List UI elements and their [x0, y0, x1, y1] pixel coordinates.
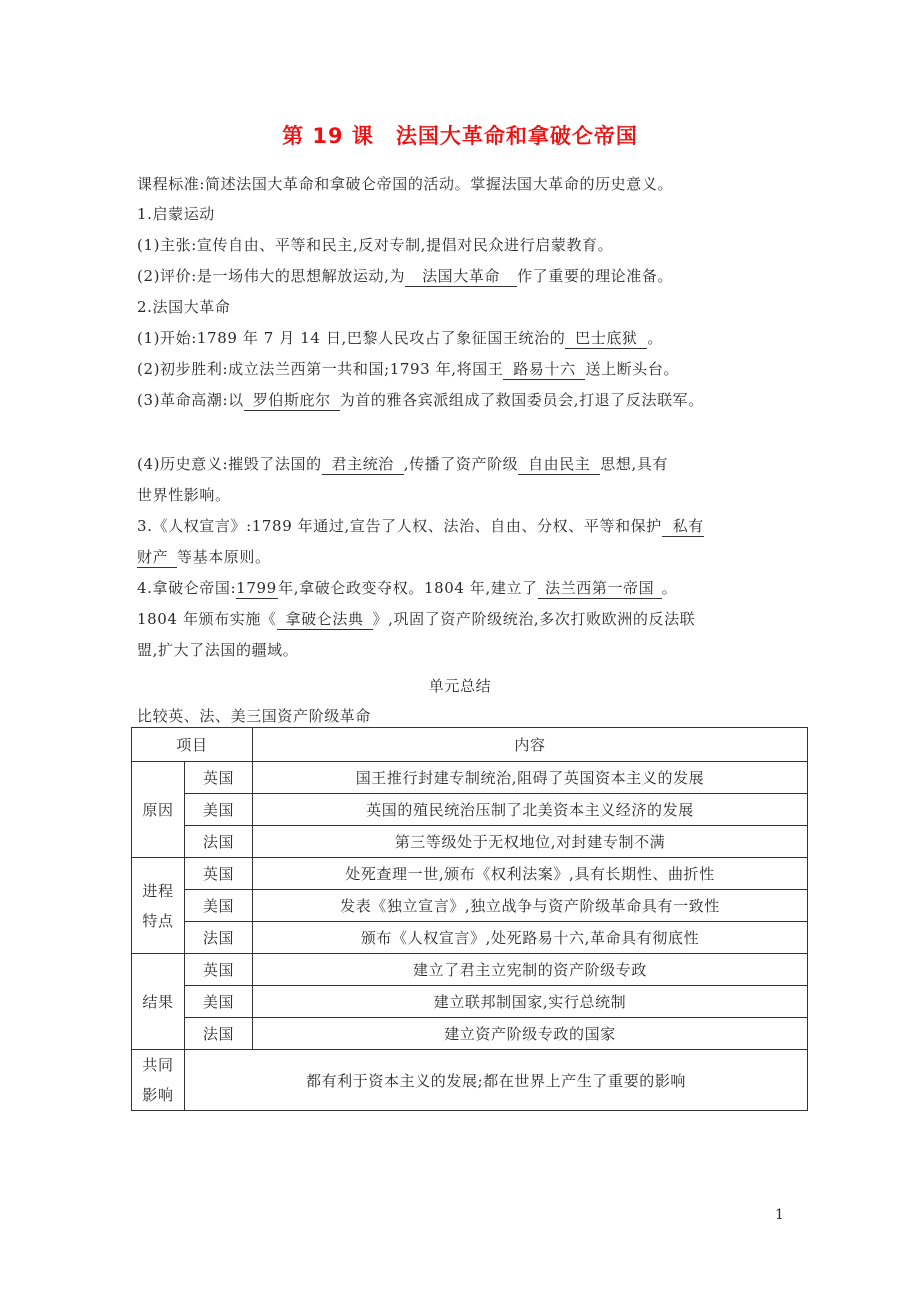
text: 》,巩固了资产阶级统治,多次打败欧洲的反法联	[372, 610, 696, 628]
table-row-common	[132, 1050, 808, 1111]
text: (3)革命高潮:以	[137, 391, 244, 409]
section2-item4	[137, 454, 668, 475]
section1-heading: 1.启蒙运动	[137, 205, 215, 223]
fill-blank: 1799	[236, 579, 277, 597]
category-line: 影响	[142, 1086, 174, 1104]
text: (4)历史意义:摧毁了法国的	[137, 455, 322, 473]
content-cell: 颁布《人权宣言》,处死路易十六,革命具有彻底性	[253, 922, 808, 954]
lesson-number: 第 19 课	[282, 124, 374, 148]
section4-line3: 盟,扩大了法国的疆域。	[137, 641, 299, 659]
text: 3.《人权宣言》:1789 年通过,宣告了人权、法治、自由、分权、平等和保护	[137, 517, 662, 535]
table-row	[132, 890, 808, 922]
comparison-table	[131, 727, 808, 1111]
page-title	[0, 120, 920, 150]
text: 。	[647, 329, 663, 347]
content-cell: 英国的殖民统治压制了北美资本主义经济的发展	[253, 794, 808, 826]
country-cell: 法国	[185, 826, 253, 858]
summary-caption: 比较英、法、美三国资产阶级革命	[137, 707, 372, 725]
country-cell: 美国	[185, 794, 253, 826]
category-line: 特点	[142, 911, 174, 930]
section1-item2	[137, 266, 673, 287]
page-number: 1	[775, 1207, 784, 1223]
category-line: 共同	[142, 1056, 174, 1074]
fill-blank: 自由民主	[518, 454, 600, 475]
text: 等基本原则。	[177, 548, 271, 566]
content-cell: 建立了君主立宪制的资产阶级专政	[253, 954, 808, 986]
text: 为首的雅各宾派组成了救国委员会,打退了反法联军。	[339, 391, 704, 409]
section4-line1	[137, 578, 677, 599]
fill-blank: 法兰西第一帝国	[538, 578, 662, 599]
table-row	[132, 826, 808, 858]
category-process	[132, 858, 185, 954]
table-row	[132, 762, 808, 794]
country-cell: 英国	[185, 762, 253, 794]
content-cell: 发表《独立宣言》,独立战争与资产阶级革命具有一致性	[253, 890, 808, 922]
fill-blank: 君主统治	[322, 454, 404, 475]
text: 年,拿破仑政变夺权。1804 年,建立了	[278, 579, 538, 597]
table-row	[132, 986, 808, 1018]
country-cell: 法国	[185, 1018, 253, 1050]
course-standard: 课程标准:简述法国大革命和拿破仑帝国的活动。掌握法国大革命的历史意义。	[137, 175, 674, 193]
fill-blank: 法国大革命	[405, 266, 517, 287]
text: 1804 年颁布实施《	[137, 610, 277, 628]
summary-heading: 单元总结	[428, 677, 492, 695]
content-cell: 建立资产阶级专政的国家	[253, 1018, 808, 1050]
text: 4.拿破仑帝国:	[137, 579, 237, 597]
section2-item2	[137, 359, 679, 380]
table-row	[132, 922, 808, 954]
table-row	[132, 954, 808, 986]
country-cell: 美国	[185, 890, 253, 922]
category-common-impact	[132, 1050, 185, 1111]
category-result: 结果	[132, 954, 185, 1050]
lesson-topic: 法国大革命和拿破仑帝国	[395, 124, 638, 148]
fill-blank: 巴士底狱	[565, 328, 647, 349]
text: (2)评价:是一场伟大的思想解放运动,为	[137, 267, 406, 285]
section2-item3	[137, 390, 704, 411]
header-content: 内容	[253, 728, 808, 762]
section1-item1: (1)主张:宣传自由、平等和民主,反对专制,提倡对民众进行启蒙教育。	[137, 236, 614, 254]
fill-blank: 财产	[137, 547, 177, 568]
content-cell: 处死查理一世,颁布《权利法案》,具有长期性、曲折性	[253, 858, 808, 890]
text: 。	[661, 579, 678, 597]
fill-blank: 拿破仑法典	[277, 609, 373, 630]
section3-line1	[137, 516, 704, 537]
country-cell: 英国	[185, 858, 253, 890]
section2-item4-cont: 世界性影响。	[137, 486, 231, 504]
text: 思想,具有	[600, 455, 669, 473]
table-row	[132, 794, 808, 826]
content-cell: 都有利于资本主义的发展;都在世界上产生了重要的影响	[185, 1050, 808, 1111]
content-cell: 第三等级处于无权地位,对封建专制不满	[253, 826, 808, 858]
category-cause: 原因	[132, 762, 185, 858]
text: 作了重要的理论准备。	[517, 267, 674, 285]
section2-item1	[137, 328, 663, 349]
table-row	[132, 858, 808, 890]
fill-blank: 私有	[662, 516, 704, 537]
content-cell: 国王推行封建专制统治,阻碍了英国资本主义的发展	[253, 762, 808, 794]
category-line: 进程	[142, 881, 174, 900]
table-row	[132, 1018, 808, 1050]
fill-blank: 罗伯斯庇尔	[244, 390, 340, 411]
text: (2)初步胜利:成立法兰西第一共和国;1793 年,将国王	[137, 360, 504, 378]
text: ,传播了资产阶级	[403, 455, 519, 473]
text: 送上断头台。	[585, 360, 680, 378]
section2-heading: 2.法国大革命	[137, 298, 231, 316]
section3-line2	[137, 547, 271, 568]
fill-blank: 路易十六	[503, 359, 585, 380]
section4-line2	[137, 609, 695, 630]
table-header-row	[132, 728, 808, 762]
country-cell: 法国	[185, 922, 253, 954]
country-cell: 英国	[185, 954, 253, 986]
content-cell: 建立联邦制国家,实行总统制	[253, 986, 808, 1018]
text: (1)开始:1789 年 7 月 14 日,巴黎人民攻占了象征国王统治的	[137, 329, 566, 347]
country-cell: 美国	[185, 986, 253, 1018]
header-item: 项目	[132, 728, 253, 762]
